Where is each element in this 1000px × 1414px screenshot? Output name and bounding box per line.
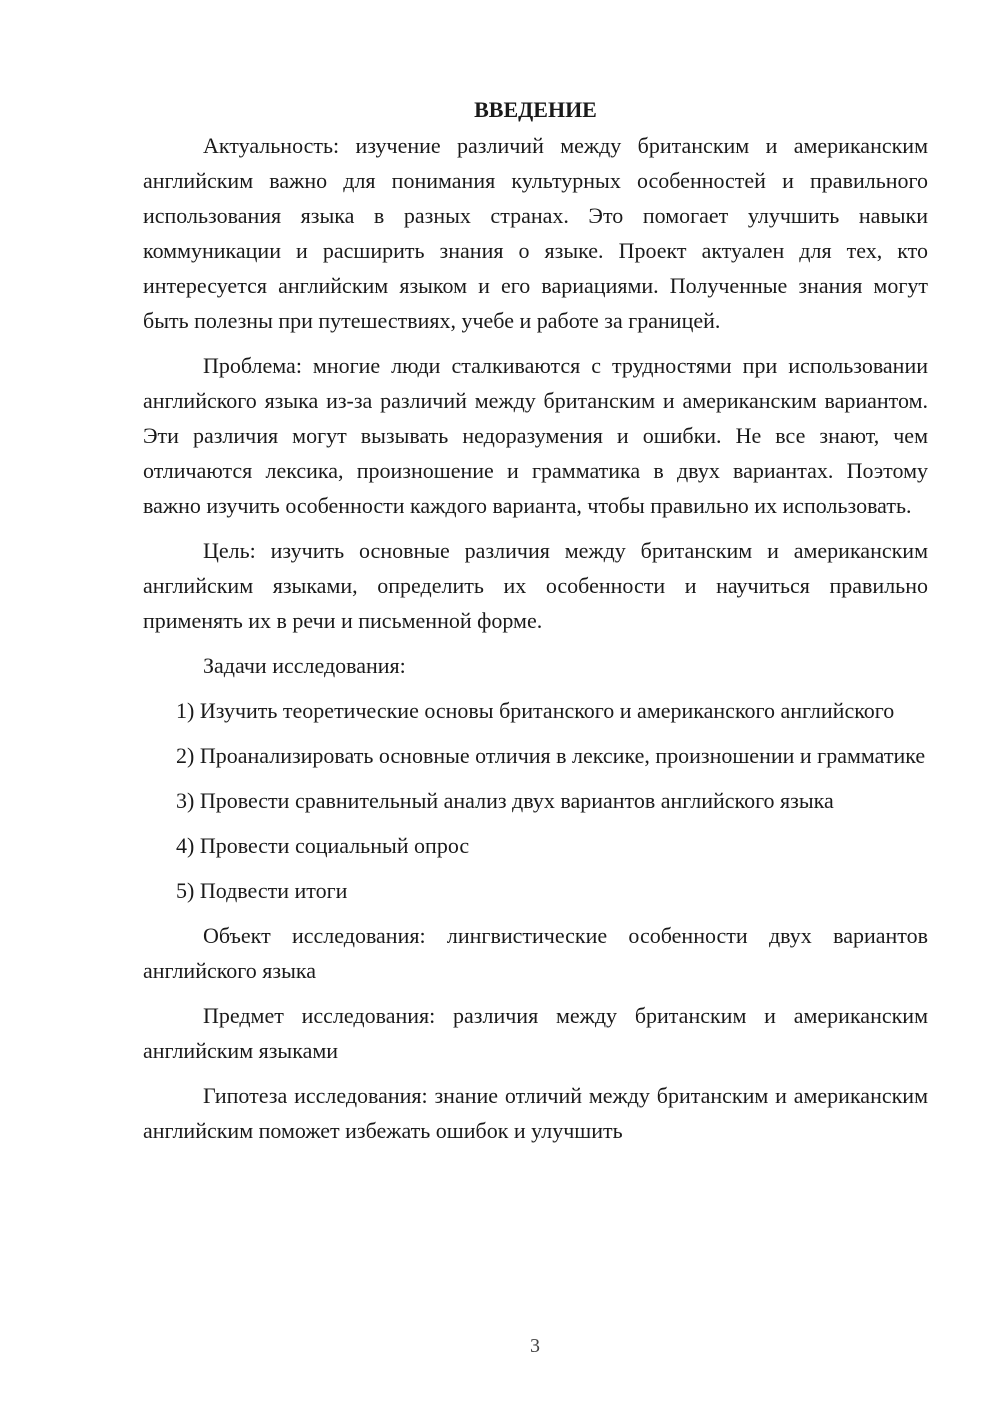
paragraph-relevance: Актуальность: изучение различий между британским и американским английским важно для понимания культурных особенностей и правильного использования языка в разных странах. Это помогает улучшить навыки коммуникации и расширить знания о языке. Проект актуален для тех, кто интересуется английским языком и его вариациями. Полученные знания могут быть полезны при путешествиях, учебе и работе за границей. — [143, 133, 928, 333]
list-item: 1) Изучить теоретические основы британского и американского английского — [176, 698, 895, 723]
paragraph-hypothesis: Гипотеза исследования: знание отличий между британским и американским английским поможет избежать ошибок и улучшить — [143, 1083, 928, 1143]
list-item: 5) Подвести итоги — [176, 878, 348, 903]
paragraph-tasks-heading: Задачи исследования: — [203, 653, 406, 678]
list-item: 2) Проанализировать основные отличия в лексике, произношении и грамматике — [176, 743, 926, 768]
paragraph-subject: Предмет исследования: различия между британским и американским английским языками — [143, 1003, 928, 1063]
list-item: 4) Провести социальный опрос — [176, 833, 470, 858]
paragraph-problem: Проблема: многие люди сталкиваются с трудностями при использовании английского языка из-за различий между британским и американским вариантом. Эти различия могут вызывать недоразумения и ошибки. Не все знают, чем отличаются лексика, произношение и грамматика в двух вариантах. Поэтому важно изучить особенности каждого варианта, чтобы правильно их использовать. — [143, 353, 928, 518]
page-number: 3 — [530, 1335, 540, 1357]
list-item: 3) Провести сравнительный анализ двух вариантов английского языка — [176, 788, 834, 813]
document-body — [143, 92, 928, 1158]
paragraph-object: Объект исследования: лингвистические особенности двух вариантов английского языка — [143, 923, 928, 983]
page-title: ВВЕДЕНИЕ — [474, 97, 597, 122]
paragraph-goal: Цель: изучить основные различия между британским и американским английским языками, определить их особенности и научиться правильно применять их в речи и письменной форме. — [143, 538, 928, 633]
